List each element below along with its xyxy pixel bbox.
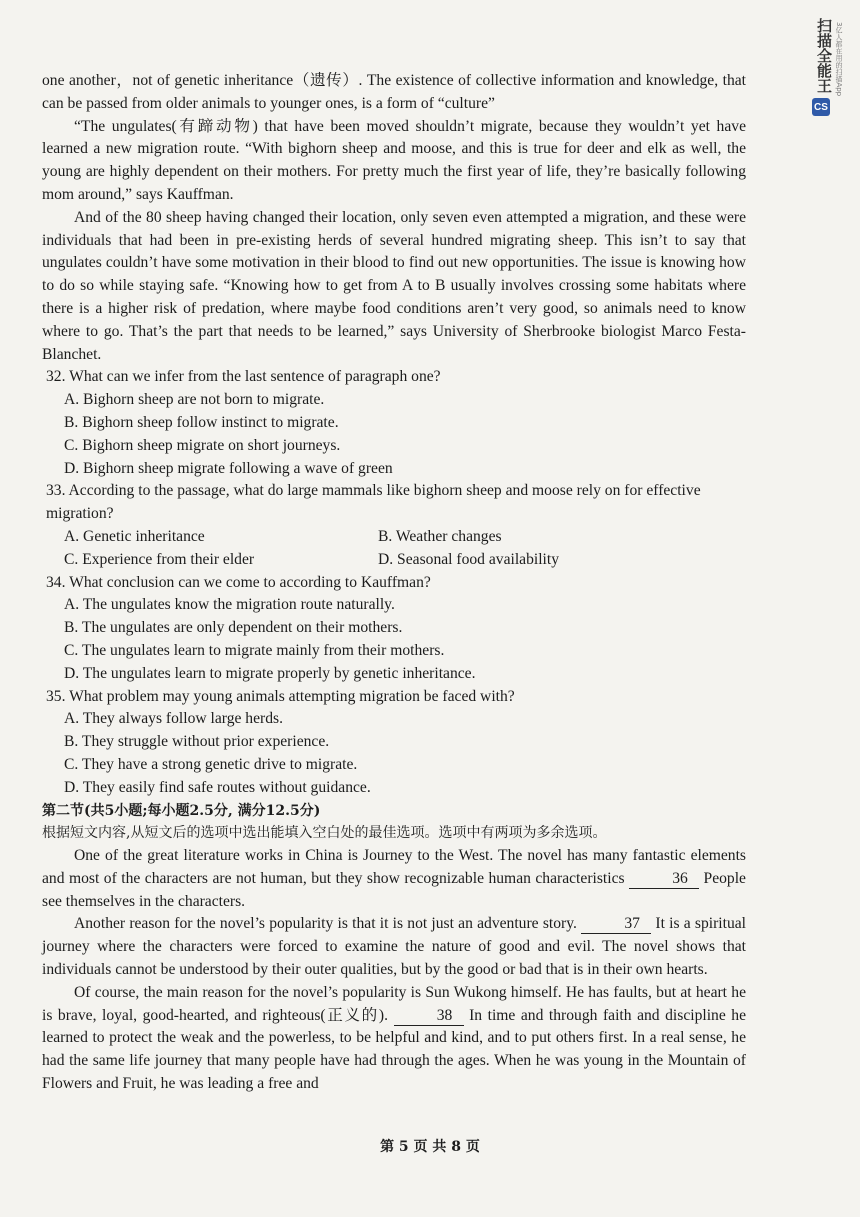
option-b: B. Bighorn sheep follow instinct to migrate. — [64, 413, 339, 431]
question-stem: 35. What problem may young animals attempting migration be faced with? — [46, 687, 515, 705]
cloze-paragraph-2 — [42, 913, 746, 981]
scanner-logo-icon: CS — [812, 98, 830, 116]
cloze-text: People see themselves in the characters. — [42, 869, 746, 910]
question-34 — [42, 572, 746, 686]
page-footer: 第 5 页 共 8 页 — [380, 1139, 480, 1155]
option-c: C. The ungulates learn to migrate mainly from their mothers. — [64, 641, 445, 659]
option-row — [42, 549, 746, 572]
cloze-text: Of course, the main reason for the novel’s popularity is Sun Wukong himself. He has faults, but at heart he is brave, loyal, good-hearted, and righteous(正义的). — [42, 983, 746, 1024]
cloze-text: In time and through faith and discipline he learned to protect the weak and the powerless, to be helpful and kind, and to put others first. In a real sense, he had the same life journey that many people have had through the ages. When he was young in the Mountain of Flowers and Fruit, he was leading a free and — [42, 1006, 747, 1093]
option-a: A. They always follow large herds. — [64, 710, 283, 728]
scanner-app-name: 扫描全能王 — [815, 18, 833, 93]
blank-37[interactable]: 37 — [581, 915, 651, 934]
option-c: C. Bighorn sheep migrate on short journeys. — [64, 436, 341, 454]
option-c: C. They have a strong genetic drive to migrate. — [64, 755, 358, 773]
option-d: D. Seasonal food availability — [378, 550, 560, 568]
option-c: C. Experience from their elder — [64, 550, 255, 568]
blank-36[interactable]: 36 — [629, 870, 699, 889]
option-b: B. Weather changes — [378, 527, 502, 545]
option-d: D. They easily find safe routes without guidance. — [64, 778, 371, 796]
question-35 — [42, 686, 746, 800]
option-a: A. Genetic inheritance — [64, 527, 205, 545]
option-b: B. They struggle without prior experience. — [64, 733, 330, 751]
option-b: B. The ungulates are only dependent on their mothers. — [64, 619, 403, 637]
section-title: 第二节(共5小题;每小题2.5分, 满分12.5分) — [42, 802, 321, 819]
option-row — [42, 526, 746, 549]
blank-38[interactable]: 38 — [394, 1007, 464, 1026]
option-a: A. Bighorn sheep are not born to migrate. — [64, 391, 325, 409]
scanner-app-slogan: 3亿人都在用的扫描App — [835, 22, 843, 97]
option-d: D. Bighorn sheep migrate following a wave of green — [64, 459, 393, 477]
question-stem: 33. According to the passage, what do large mammals like bighorn sheep and moose rely on for effective migration? — [46, 482, 701, 523]
question-stem: 32. What can we infer from the last sentence of paragraph one? — [46, 368, 441, 386]
cloze-paragraph-3 — [42, 982, 746, 1096]
question-stem: 34. What conclusion can we come to according to Kauffman? — [46, 573, 431, 591]
passage-paragraph-1: one another，not of genetic inheritance（遗传）. The existence of collective information and knowledge, that can be passed from older animals to younger ones, is a form of “culture” — [42, 72, 746, 112]
cloze-text: Another reason for the novel’s popularity is that it is not just an adventure story. — [74, 915, 577, 933]
section-instruction: 根据短文内容,从短文后的选项中选出能填入空白处的最佳选项。选项中有两项为多余选项。 — [42, 825, 607, 842]
cloze-paragraph-1 — [42, 845, 746, 913]
option-d: D. The ungulates learn to migrate properly by genetic inheritance. — [64, 664, 476, 682]
question-32 — [42, 366, 746, 480]
question-33 — [42, 480, 746, 571]
passage-paragraph-3: And of the 80 sheep having changed their location, only seven even attempted a migration, and these were individuals that had been in pre-existing herds of several hundred migrating sheep. This isn’t to say that ungulates couldn’t have some motivation in their blood to find out new opportunities. The issue is knowing how to do so while staying safe. “Knowing how to get from A to B usually involves crossing some habitats where there is a higher risk of predation, where maybe food conditions aren’t very good, so animals need to know where to go. That’s the part that needs to be learned,” says University of Sherbrooke biologist Marco Festa-Blanchet. — [42, 208, 746, 363]
page-content — [42, 70, 746, 1096]
cloze-text: One of the great literature works in China is Journey to the West. The novel has many fantastic elements and most of the characters are not human, but they show recognizable human characteristics — [42, 847, 746, 887]
cloze-text: It is a spiritual journey where the characters were forced to examine the nature of good and evil. The novel shows that individuals cannot be understood by their outer qualities, but by the good or bad that is in their own hearts. — [42, 915, 747, 979]
passage-paragraph-2: “The ungulates(有蹄动物) that have been moved shouldn’t migrate, because they wouldn’t yet have learned a new migration route. “With bighorn sheep and moose, and this is true for deer and elk as well, the young are highly dependent on their mothers. For pretty much the first year of life, they’re basically following mom around,” says Kauffman. — [42, 117, 746, 203]
option-a: A. The ungulates know the migration route naturally. — [64, 596, 395, 614]
